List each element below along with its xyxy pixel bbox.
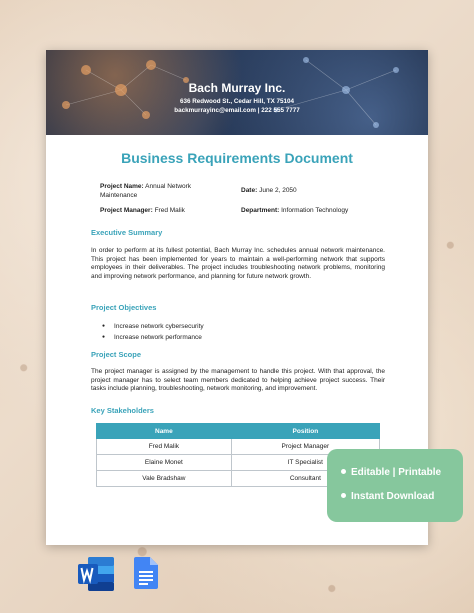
google-docs-icon[interactable] [134, 557, 158, 589]
date-label: Date: [241, 187, 258, 194]
executive-summary-text: In order to perform at its fullest potential, Bach Murray Inc. schedules annual network maintenance. This project has been implemented for years to maintain a well-performing network that supports employees in their deliverables. The project includes troubleshooting network problems, monitoring and improving network performance, and planning for future network growth. [91, 247, 385, 280]
company-address: 636 Redwood St., Cedar Hill, TX 75104 [179, 98, 295, 105]
table-cell: Fred Malik [97, 439, 232, 455]
project-manager-value: Fred Malik [154, 207, 185, 214]
bullet-icon [341, 469, 346, 474]
list-item: ● Increase network cybersecurity [102, 321, 204, 332]
project-manager-field [100, 206, 185, 215]
project-name-label: Project Name: [100, 183, 144, 190]
column-header-position: Position [231, 424, 379, 439]
objectives-list [102, 321, 204, 343]
date-field [241, 186, 297, 195]
badge-line-editable [341, 467, 441, 478]
badge-line-download [341, 491, 434, 502]
date-value: June 2, 2050 [259, 187, 297, 194]
company-contact: backmurrayinc@email.com | 222 555 7777 [174, 107, 300, 114]
column-header-name: Name [97, 424, 232, 439]
project-name-field [100, 182, 220, 200]
badge-text: Instant Download [351, 491, 435, 502]
table-cell: Project Manager [231, 439, 379, 455]
bullet-icon [341, 493, 346, 498]
list-item: ● Increase network performance [102, 332, 204, 343]
project-manager-label: Project Manager: [100, 207, 153, 214]
microsoft-word-icon[interactable] [78, 557, 114, 591]
department-field [241, 206, 348, 215]
table-cell: Consultant [231, 471, 379, 487]
feature-badge [327, 449, 463, 522]
header-banner [46, 50, 428, 135]
document-title: Business Requirements Document [121, 150, 353, 166]
table-header-row [97, 424, 380, 439]
badge-text: Editable | Printable [351, 467, 442, 478]
project-scope-text: The project manager is assigned by the management to handle this project. With that approval, the project manager has to select team members dedicated to helping achieve project success. Their tasks include planning, troubleshooting, network monitoring, and improvement. [91, 368, 385, 392]
company-name: Bach Murray Inc. [188, 81, 286, 95]
department-value: Information Technology [281, 207, 349, 214]
project-scope-heading: Project Scope [91, 350, 142, 359]
executive-summary-heading: Executive Summary [91, 228, 163, 237]
table-cell: IT Specialist [231, 455, 379, 471]
department-label: Department: [241, 207, 280, 214]
table-cell: Vale Bradshaw [97, 471, 232, 487]
table-cell: Elaine Monet [97, 455, 232, 471]
project-objectives-heading: Project Objectives [91, 303, 157, 312]
key-stakeholders-heading: Key Stakeholders [91, 406, 154, 415]
project-name-value: Annual Network Maintenance [100, 183, 192, 199]
